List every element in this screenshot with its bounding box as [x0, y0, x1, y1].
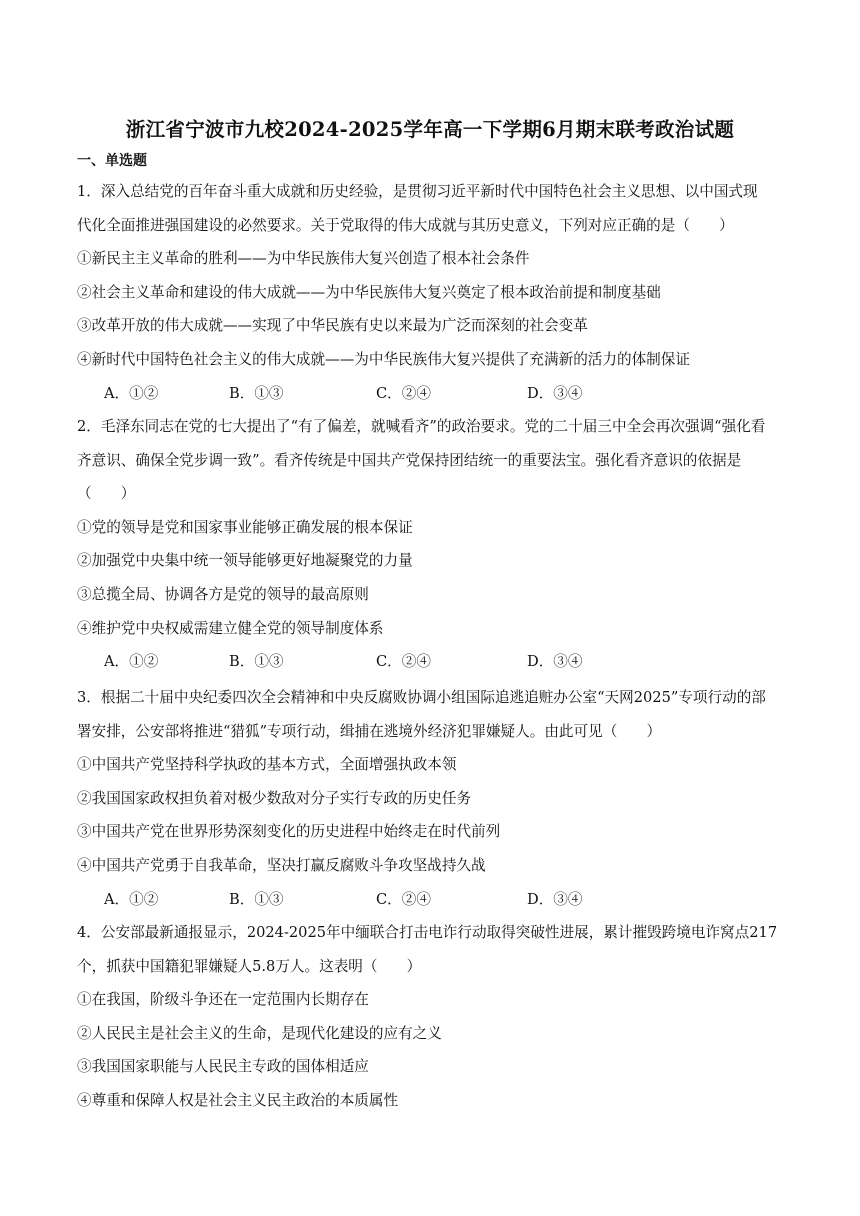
question-stem-line: 齐意识、确保全党步调一致”。看齐传统是中国共产党保持团结统一的重要法宝。强化看齐意识的依据是 [77, 451, 742, 469]
statement-item: ④维护党中央权威需建立健全党的领导制度体系 [77, 619, 384, 637]
answer-option[interactable]: A．①② [104, 890, 159, 908]
statement-item: ④中国共产党勇于自我革命，坚决打赢反腐败斗争攻坚战持久战 [77, 857, 486, 874]
question-stem-line: 代化全面推进强国建设的必然要求。关于党取得的伟大成就与其历史意义，下列对应正确的是（ ） [77, 216, 734, 234]
answer-option[interactable]: C．②④ [376, 890, 431, 908]
answer-option[interactable]: A．①② [104, 384, 159, 402]
statement-item: ②人民民主是社会主义的生命，是现代化建设的应有之义 [77, 1024, 442, 1042]
statement-item: ①在我国，阶级斗争还在一定范围内长期存在 [77, 991, 369, 1009]
answer-option[interactable]: C．②④ [376, 384, 431, 402]
page-title: 浙江省宁波市九校2024-2025学年高一下学期6月期末联考政治试题 [125, 118, 735, 141]
statement-item: ①新民主主义革命的胜利——为中华民族伟大复兴创造了根本社会条件 [77, 250, 530, 268]
answer-option[interactable]: B．①③ [229, 890, 284, 908]
statement-item: ②加强党中央集中统一领导能够更好地凝聚党的力量 [77, 552, 413, 570]
question-stem-line: 3．根据二十届中央纪委四次全会精神和中央反腐败协调小组国际追逃追赃办公室“天网2025”专项行动的部 [77, 689, 766, 706]
statement-item: ③总揽全局、协调各方是党的领导的最高原则 [77, 586, 369, 603]
answer-option[interactable]: D．③④ [527, 653, 583, 671]
statement-item: ①党的领导是党和国家事业能够正确发展的根本保证 [77, 518, 413, 536]
statement-item: ③中国共产党在世界形势深刻变化的历史进程中始终走在时代前列 [77, 823, 501, 841]
statement-item: ②社会主义革命和建设的伟大成就——为中华民族伟大复兴奠定了根本政治前提和制度基础 [77, 283, 661, 301]
answer-option[interactable]: C．②④ [376, 653, 431, 671]
answer-option[interactable]: B．①③ [229, 653, 284, 671]
answer-option[interactable]: D．③④ [527, 890, 583, 908]
question-stem-line: 4．公安部最新通报显示，2024-2025年中缅联合打击电诈行动取得突破性进展，累计摧毁跨境电诈窝点217 [77, 924, 778, 941]
question-stem-line: （ ） [77, 485, 136, 503]
question-stem-line: 2．毛泽东同志在党的七大提出了“有了偏差，就喊看齐”的政治要求。党的二十届三中全会再次强调“强化看 [77, 418, 766, 435]
statement-item: ③改革开放的伟大成就——实现了中华民族有史以来最为广泛而深刻的社会变革 [77, 317, 588, 335]
question-stem-line: 1．深入总结党的百年奋斗重大成就和历史经验，是贯彻习近平新时代中国特色社会主义思想、以中国式现 [77, 183, 758, 200]
question-stem-line: 署安排，公安部将推进“猎狐”专项行动，缉捕在逃境外经济犯罪嫌疑人。由此可见（ ） [77, 722, 662, 740]
answer-option[interactable]: D．③④ [527, 384, 583, 402]
statement-item: ②我国国家政权担负着对极少数敌对分子实行专政的历史任务 [77, 789, 472, 807]
answer-option[interactable]: B．①③ [229, 384, 284, 402]
section-heading: 一、单选题 [77, 153, 147, 169]
statement-item: ④尊重和保障人权是社会主义民主政治的本质属性 [77, 1092, 399, 1109]
statement-item: ④新时代中国特色社会主义的伟大成就——为中华民族伟大复兴提供了充满新的活力的体制保证 [77, 351, 690, 368]
answer-option[interactable]: A．①② [104, 653, 159, 671]
statement-item: ③我国国家职能与人民民主专政的国体相适应 [77, 1058, 369, 1076]
question-stem-line: 个，抓获中国籍犯罪嫌疑人5.8万人。这表明（ ） [77, 957, 422, 975]
statement-item: ①中国共产党坚持科学执政的基本方式，全面增强执政本领 [77, 756, 457, 774]
